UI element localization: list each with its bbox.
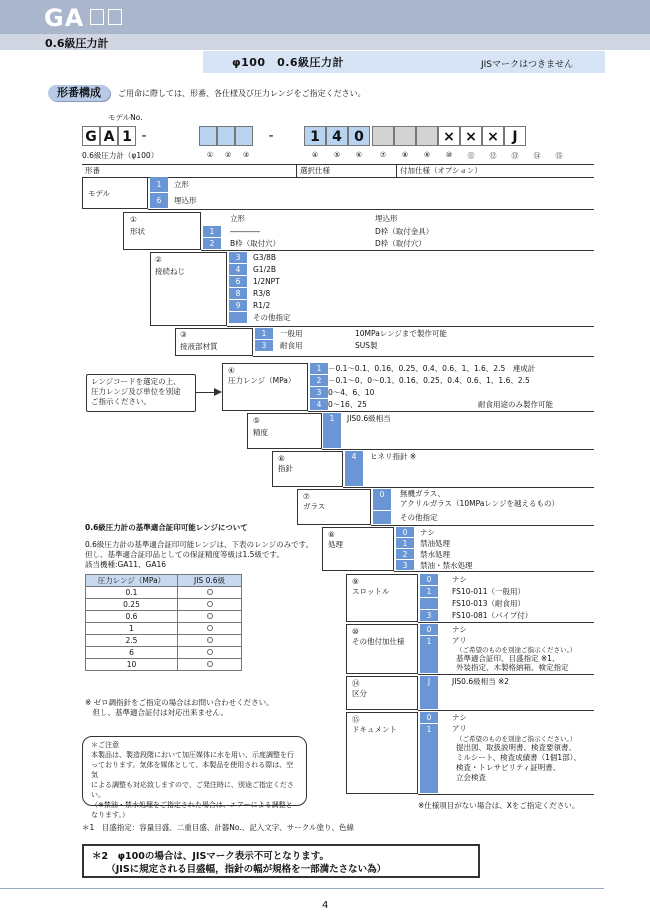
circle-icon	[207, 661, 213, 667]
code-cell: ×	[460, 126, 482, 146]
code-cell: 0	[420, 624, 438, 636]
model-no-label: モデルNo.	[108, 113, 143, 122]
code-cell: 6	[150, 193, 168, 209]
code-cell: A	[100, 126, 118, 146]
option-text: B枠（取付穴）	[230, 239, 281, 248]
code-cell: 8	[229, 288, 247, 300]
code-box-1	[90, 9, 104, 25]
divider	[371, 525, 594, 526]
code-cell: 3	[229, 252, 247, 264]
pointer-label: 指針	[278, 464, 293, 473]
range-cell: 10	[86, 659, 178, 671]
option-note: 耐食用途のみ製作可能	[478, 400, 553, 409]
code-cell: 4	[345, 451, 363, 487]
option-text: ナシ	[452, 575, 467, 584]
option-text: 1/2NPT	[253, 277, 280, 286]
process-label: 処理	[328, 540, 343, 549]
option-text: FS10-013（耐食用）	[452, 599, 526, 608]
code-cell: 3	[310, 387, 328, 399]
code-cell: -	[141, 128, 147, 144]
option-text: アリ	[452, 636, 467, 645]
throttle-label: スロットル	[352, 587, 390, 596]
item-number: ⑩	[352, 627, 359, 636]
position-number: ①	[206, 151, 214, 159]
position-number: ⑬	[511, 152, 519, 160]
position-number: ⑥	[355, 151, 363, 159]
option-text: 立形	[174, 180, 189, 189]
option-text: SUS製	[355, 341, 378, 350]
arrow-head-icon	[214, 388, 222, 396]
position-number: ④	[311, 151, 319, 159]
detail-line: 検査・トレサビリティ証明書、	[456, 763, 561, 772]
code-box-2	[108, 9, 122, 25]
addon-label: その他付加仕様	[352, 637, 405, 646]
code-cell: 0	[348, 126, 370, 146]
circle-icon	[207, 625, 213, 631]
document-label: ドキュメント	[352, 725, 397, 734]
detail-line: （ご希望のものを別途ご指示ください。）	[456, 646, 577, 654]
glass-label: ガラス	[303, 502, 326, 511]
jis-note-line: ＊2 φ100の場合は、JISマーク表示不可となります。	[92, 851, 330, 862]
caution-title: ＊ご注意	[91, 741, 119, 749]
code-cell	[373, 511, 391, 525]
circle-icon	[207, 637, 213, 643]
code-cell: 0	[420, 712, 438, 724]
cert-desc: 0.6級圧力計の基準適合証印可能レンジは、下表のレンジのみです。	[85, 540, 314, 549]
option-text: －0.1～0、0～0.1、0.16、0.25、0.4、0.6、1、1.6、2.5	[328, 376, 530, 385]
option-text: G1/2B	[253, 265, 277, 274]
circle-icon	[207, 649, 213, 655]
code-cell: -	[268, 128, 274, 144]
head-option: 付加仕様（オプション）	[400, 166, 482, 175]
code-cell	[217, 126, 235, 146]
header-title: φ100 0.6級圧力計	[232, 56, 345, 69]
divider	[418, 794, 594, 795]
available-cell	[178, 623, 242, 635]
cert-desc: 該当機種:GA11、GA16	[85, 560, 166, 569]
header-note: JISマークはつきません	[481, 60, 574, 70]
code-cell: 0	[420, 574, 438, 586]
option-text: 耐食用	[280, 341, 303, 350]
available-cell	[178, 647, 242, 659]
item-number: ③	[180, 330, 187, 339]
option-text: 禁油・禁水処理	[420, 561, 473, 570]
caution-line: っております。気体を媒体として、本製品を使用される際は、空気	[91, 761, 294, 779]
code-cell: 1	[420, 586, 438, 598]
code-cell: 9	[229, 300, 247, 312]
code-cell: 1	[396, 538, 414, 549]
code-cell	[229, 312, 247, 324]
title-bar	[0, 0, 650, 34]
available-cell	[178, 611, 242, 623]
option-text: R3/8	[253, 289, 271, 298]
item-number: ⑤	[253, 416, 260, 425]
item-number: ⑮	[352, 715, 360, 724]
divider	[308, 411, 594, 412]
code-cell: J	[504, 126, 526, 146]
table-row	[86, 623, 242, 635]
option-text: 埋込形	[174, 196, 197, 205]
option-text: ナシ	[452, 625, 467, 634]
item-number: ⑧	[328, 530, 335, 539]
table-row	[86, 599, 242, 611]
code-cell: 1	[304, 126, 326, 146]
code-cell: 1	[203, 226, 221, 238]
product-code: GA	[44, 4, 85, 32]
range-cell: 0.25	[86, 599, 178, 611]
material-label: 接液部材質	[180, 342, 218, 351]
code-cell: G	[82, 126, 100, 146]
note-line: 圧力レンジ及び単位を別途	[91, 387, 181, 396]
option-text: 無機ガラス、	[400, 489, 445, 498]
detail-line: 立会検査	[456, 773, 486, 782]
code-cell: 1	[420, 636, 438, 674]
range-label: 圧力レンジ（MPa）	[228, 376, 296, 385]
position-number: ⑦	[379, 151, 387, 159]
table-row	[86, 659, 242, 671]
position-number: ⑩	[445, 151, 453, 159]
position-number: ③	[242, 151, 250, 159]
option-text: ――――	[230, 227, 260, 236]
divider	[148, 209, 594, 210]
code-cell: 3	[396, 560, 414, 571]
table-row	[86, 635, 242, 647]
code-cell: 6	[229, 276, 247, 288]
code-cell: 2	[310, 375, 328, 387]
section-intro: ご用命に際しては、形番、各仕様及び圧力レンジをご指定ください。	[118, 89, 366, 98]
option-text: ナシ	[420, 528, 435, 537]
circle-icon	[207, 589, 213, 595]
head-model: 形番	[85, 166, 100, 175]
position-number: ⑧	[401, 151, 409, 159]
divider	[394, 571, 594, 572]
code-cell: 0	[373, 489, 391, 511]
position-number: ⑤	[333, 151, 341, 159]
item-number: ④	[228, 366, 235, 375]
code-cell: J	[420, 676, 438, 710]
option-text: アクリルガラス（10MPaレンジを越えるもの）	[400, 499, 559, 508]
cert-desc: 但し、基準適合証印品としての保証精度等級は1.5級です。	[85, 550, 284, 559]
divider	[253, 356, 594, 357]
table-header: 圧力レンジ（MPa）	[86, 575, 178, 587]
position-number: ⑪	[467, 152, 475, 160]
item-number: ①	[130, 215, 137, 224]
section-badge: 形番構成	[48, 85, 110, 101]
option-text: 10MPaレンジまで製作可能	[355, 329, 447, 338]
code-cell: 4	[326, 126, 348, 146]
code-cell: 1	[150, 177, 168, 193]
no-spec-note: ※仕様項目がない場合は、Xをご指定ください。	[418, 801, 580, 810]
code-cell: ×	[438, 126, 460, 146]
position-number: ⑭	[533, 152, 541, 160]
model-label: モデル	[88, 189, 111, 198]
available-cell	[178, 599, 242, 611]
detail-line: ミルシート、検査成績書（1個1部）、	[456, 753, 581, 762]
range-cell: 2.5	[86, 635, 178, 647]
option-text: G3/8B	[253, 253, 277, 262]
available-cell	[178, 659, 242, 671]
divider	[322, 449, 594, 450]
shape-label: 形状	[130, 227, 145, 236]
option-text: R1/2	[253, 301, 271, 310]
note-line: レンジコードを選定の上、	[91, 377, 181, 386]
table-header: JIS 0.6級	[178, 575, 242, 587]
code-cell	[199, 126, 217, 146]
code-cell: 3	[420, 610, 438, 622]
item-number: ⑥	[278, 454, 285, 463]
cert-table	[85, 574, 242, 671]
divider	[418, 710, 594, 711]
option-text: その他指定	[253, 313, 291, 322]
option-text: D枠（取付穴）	[375, 239, 426, 248]
division-label: 区分	[352, 689, 367, 698]
option-text: D枠（取付金具）	[375, 227, 434, 236]
range-note	[86, 374, 196, 412]
code-cell: 1	[310, 363, 328, 375]
divider	[418, 622, 594, 623]
code-cell	[394, 126, 416, 146]
option-text: 0～4、6、10	[328, 388, 375, 397]
table-row	[86, 611, 242, 623]
range-cell: 0.6	[86, 611, 178, 623]
detail-line: 外装指定、木製格納箱、検定指定	[456, 663, 569, 672]
option-text: 禁水処理	[420, 550, 450, 559]
range-cell: 0.1	[86, 587, 178, 599]
code-cell	[235, 126, 253, 146]
option-text: 禁油処理	[420, 539, 450, 548]
available-cell	[178, 635, 242, 647]
divider	[418, 674, 594, 675]
divider	[343, 487, 594, 488]
position-number: ⑨	[423, 151, 431, 159]
detail-line: （ご希望のものを別途ご指示ください。）	[456, 735, 577, 743]
code-cell	[372, 126, 394, 146]
divider	[396, 164, 397, 178]
item-number: ⑦	[303, 492, 310, 501]
item-number: ⑨	[352, 577, 359, 586]
position-number: ⑫	[489, 152, 497, 160]
code-cell: 2	[203, 238, 221, 250]
divider	[82, 164, 594, 165]
option-text: ナシ	[452, 713, 467, 722]
code-cell	[416, 126, 438, 146]
code-cell: 4	[229, 264, 247, 276]
table-row	[86, 647, 242, 659]
position-number: ②	[224, 151, 232, 159]
option-text: 0～16、25	[328, 400, 367, 409]
code-cell: ×	[482, 126, 504, 146]
subtitle: 0.6級圧力計	[45, 37, 109, 50]
jis-note-line: （JISに規定される目盛幅，指針の幅が規格を一部満たさない為）	[92, 864, 387, 875]
code-cell: 1	[420, 724, 438, 794]
jis-note-box	[82, 844, 480, 878]
caution-line: 本製品は、製造段階において加圧媒体に水を用い、示度調整を行	[91, 751, 294, 759]
range-cell: 6	[86, 647, 178, 659]
item-number: ②	[155, 255, 162, 264]
detail-line: 基準適合証印、目盛指定 ※1、	[456, 654, 560, 663]
circle-icon	[207, 613, 213, 619]
range-cell: 1	[86, 623, 178, 635]
note-line: ご指示ください。	[91, 397, 151, 406]
code-cell	[420, 598, 438, 610]
code-cell: 2	[396, 549, 414, 560]
code-cell: 1	[323, 413, 341, 449]
model-caption: 0.6級圧力計（φ100）	[82, 151, 159, 160]
option-text: その他指定	[400, 513, 438, 522]
item-number: ⑭	[352, 679, 360, 688]
table-row	[86, 587, 242, 599]
available-cell	[178, 587, 242, 599]
shape-head: 埋込形	[375, 214, 398, 223]
cert-note: 但し、基準適合証付は対応出来ません。	[85, 708, 228, 717]
footnote: ＊1 目盛指定：容量目盛、二重目盛、計器No.、記入文字、サークル塗り、色線	[82, 823, 354, 832]
cert-title: 0.6級圧力計の基準適合証印可能レンジについて	[85, 523, 248, 532]
head-select: 選択仕様	[300, 166, 330, 175]
option-text: －0.1～0.1、0.16、0.25、0.4、0.6、1、1.6、2.5 連成計	[328, 364, 536, 373]
code-cell: 0	[396, 527, 414, 538]
code-cell: 3	[255, 340, 273, 352]
caution-line: による調整も対応致しますので、ご発注時に、別途ご指定ください。	[91, 781, 294, 799]
option-text: アリ	[452, 724, 467, 733]
caution-line: （※禁油・禁水処理をご指定された場合は、エアーによる調整と	[91, 801, 293, 809]
option-text: FS10-081（パイプ付）	[452, 611, 533, 620]
divider	[227, 326, 594, 327]
code-cell: 1	[118, 126, 136, 146]
accuracy-label: 精度	[253, 428, 268, 437]
code-cell: 1	[255, 328, 273, 340]
cert-note: ※ ゼロ調指針をご指定の場合はお問い合わせください。	[85, 698, 274, 707]
divider	[296, 164, 297, 178]
option-text: ヒネリ指針 ※	[370, 452, 417, 461]
page-number: 4	[322, 900, 329, 911]
subtitle-bar	[0, 34, 650, 50]
position-number: ⑮	[555, 152, 563, 160]
caution-box	[82, 736, 307, 819]
option-text: JIS0.6級相当 ※2	[452, 677, 510, 686]
code-cell: 4	[310, 399, 328, 411]
caution-line: なります。）	[91, 811, 129, 819]
shape-head: 立形	[230, 214, 245, 223]
arrow	[196, 392, 216, 393]
circle-icon	[207, 601, 213, 607]
option-text: FS10-011（一般用）	[452, 587, 526, 596]
footer-rule	[0, 888, 604, 889]
option-text: 一般用	[280, 329, 303, 338]
option-text: JIS0.6級相当	[347, 414, 391, 423]
divider	[201, 250, 594, 251]
connect-label: 接続ねじ	[155, 267, 185, 276]
detail-line: 提出図、取扱説明書、検査要領書、	[456, 743, 576, 752]
